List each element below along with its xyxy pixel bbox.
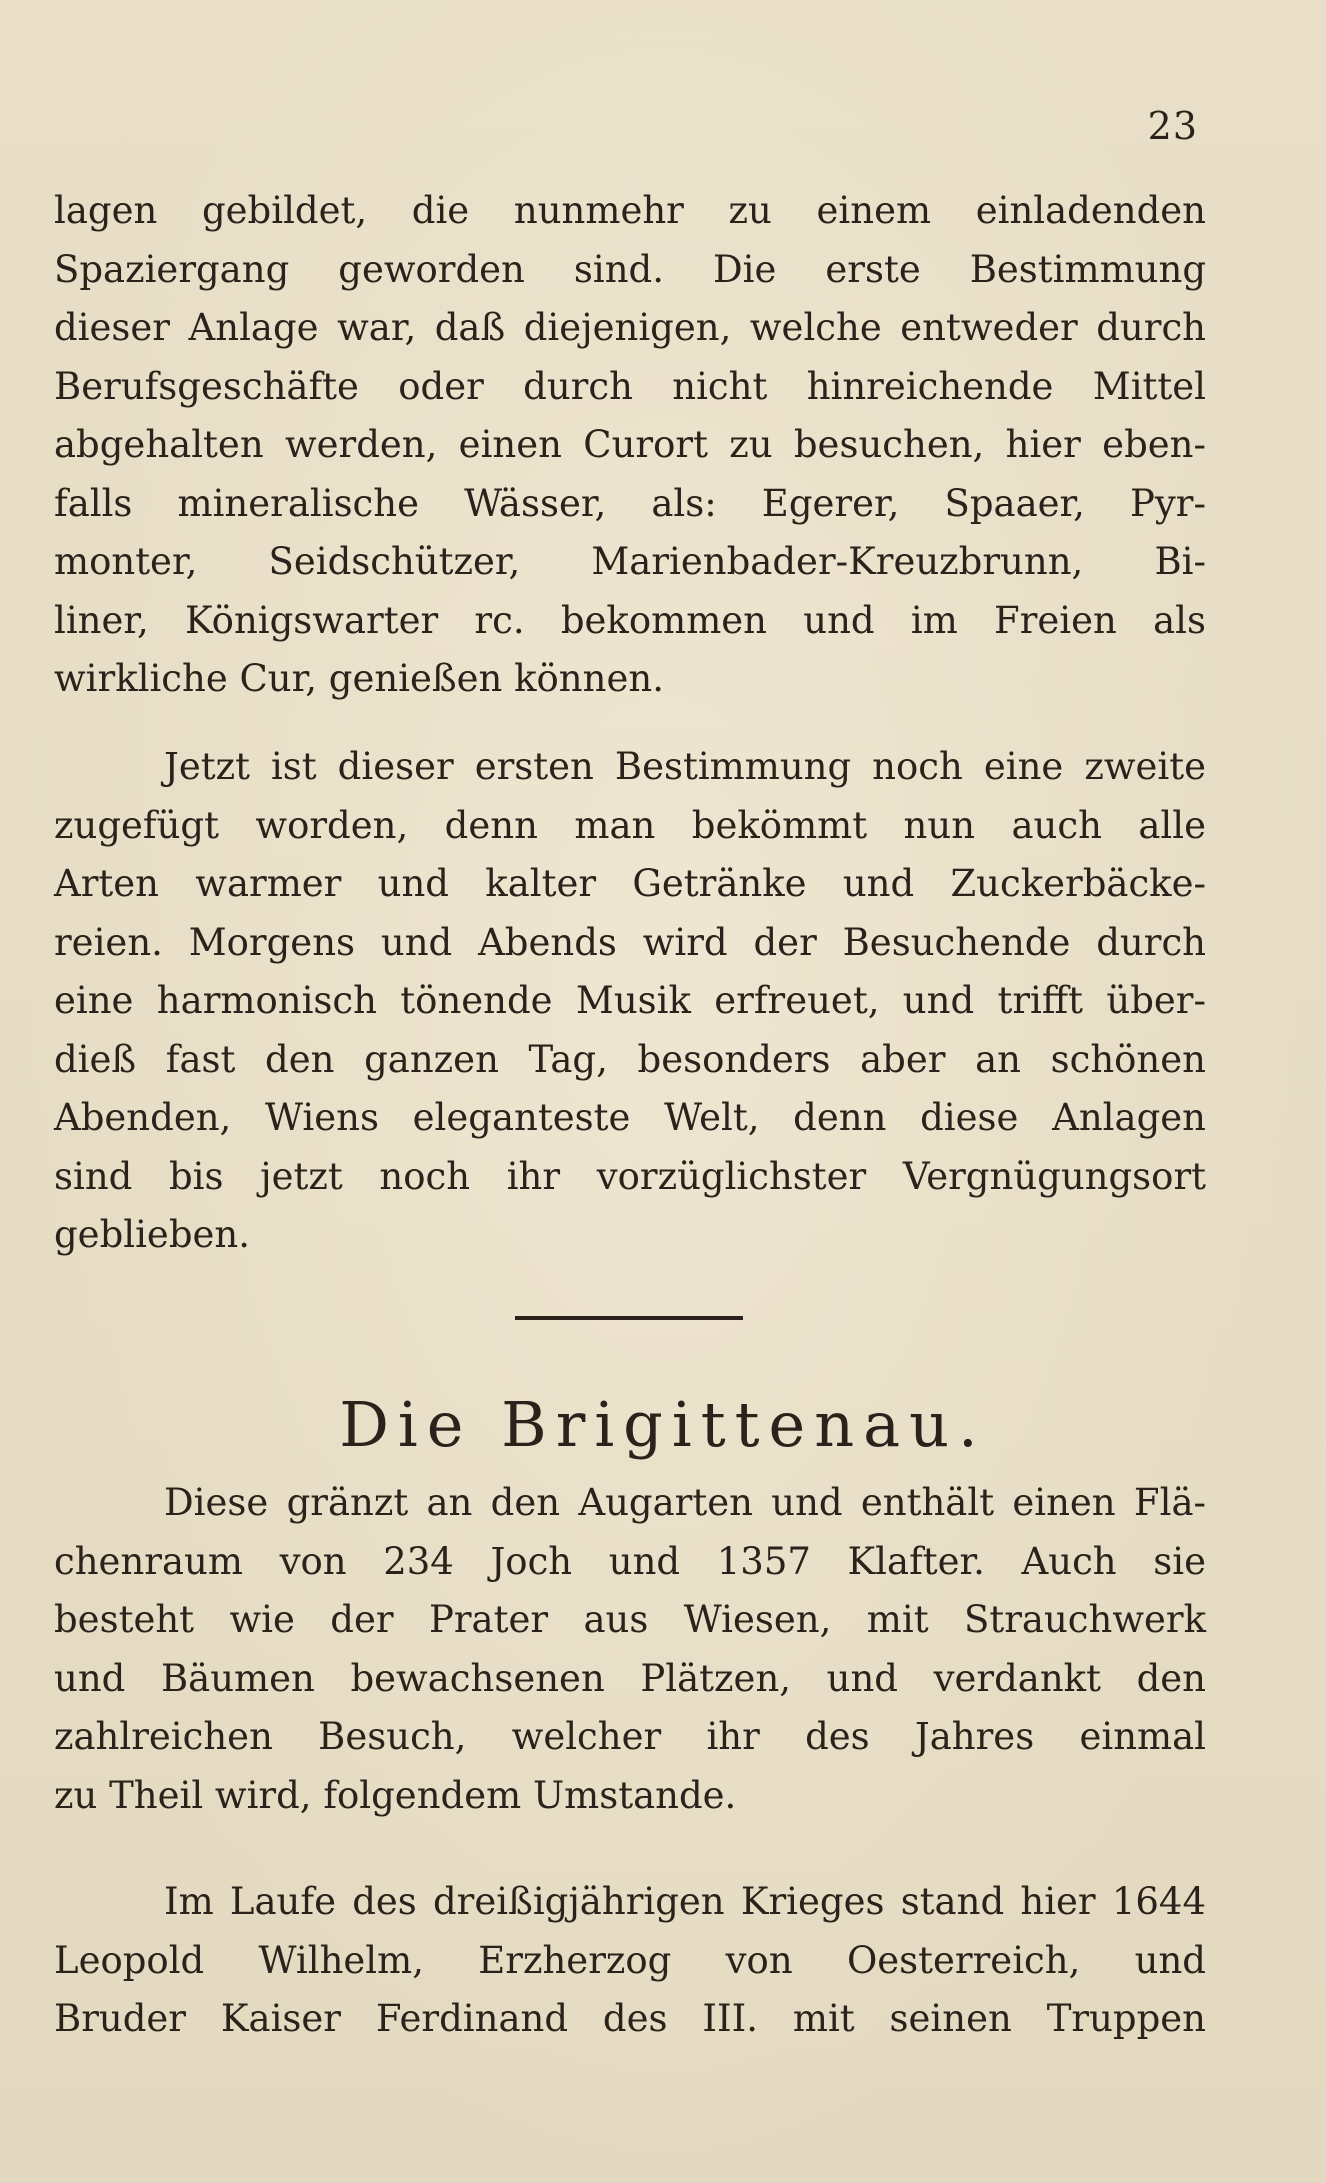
text-line: Berufsgeschäfte oder durch nicht hinreichende Mittel: [54, 364, 1206, 408]
text-line: falls mineralische Wässer, als: Egerer, Spaaer, Pyr-: [54, 481, 1206, 525]
text-line: Leopold Wilhelm, Erzherzog von Oesterreich, und: [54, 1938, 1206, 1982]
text-line: Bruder Kaiser Ferdinand des III. mit seinen Truppen: [54, 1997, 1206, 2040]
paragraph-jetzt: [54, 738, 1206, 1265]
paragraph-brigittenau-2: [54, 1873, 1206, 2049]
text-line: Im Laufe des dreißigjährigen Krieges stand hier 1644: [164, 1880, 1206, 1923]
text-line: reien. Morgens und Abends wird der Besuchende durch: [54, 920, 1206, 964]
text-line: und Bäumen bewachsenen Plätzen, und verdankt den: [54, 1656, 1206, 1700]
section-heading: Die Brigittenau.: [339, 1388, 987, 1461]
text-line: chenraum von 234 Joch und 1357 Klafter. Auch sie: [54, 1539, 1206, 1583]
text-line: dieß fast den ganzen Tag, besonders aber an schönen: [54, 1037, 1206, 1081]
text-line: Abenden, Wiens eleganteste Welt, denn diese Anlagen: [54, 1096, 1206, 1139]
text-line: zugefügt worden, denn man bekömmt nun auch alle: [54, 803, 1206, 847]
text-line: eine harmonisch tönende Musik erfreuet, und trifft über-: [54, 979, 1206, 1022]
text-line: abgehalten werden, einen Curort zu besuchen, hier eben-: [54, 423, 1206, 466]
text-line: liner, Königswarter rc. bekommen und im Freien als: [54, 598, 1206, 642]
text-line: zahlreichen Besuch, welcher ihr des Jahres einmal: [54, 1715, 1206, 1758]
text-line: dieser Anlage war, daß diejenigen, welche entweder durch: [54, 306, 1206, 349]
text-line: zu Theil wird, folgendem Umstande.: [54, 1773, 737, 1817]
text-line: Arten warmer und kalter Getränke und Zuckerbäcke-: [54, 862, 1206, 905]
paragraph-brigittenau-1: [54, 1474, 1206, 1825]
paragraph-intro: [54, 182, 1206, 709]
text-line: wirkliche Cur, genießen können.: [54, 657, 664, 700]
text-line: monter, Seidschützer, Marienbader-Kreuzbrunn, Bi-: [54, 540, 1206, 583]
page-number: 23: [1147, 104, 1198, 148]
section-divider: [515, 1316, 743, 1320]
text-line: geblieben.: [54, 1213, 251, 1256]
text-line: Spaziergang geworden sind. Die erste Bestimmung: [54, 247, 1206, 291]
text-line: Diese gränzt an den Augarten und enthält einen Flä-: [164, 1481, 1206, 1524]
text-line: lagen gebildet, die nunmehr zu einem einladenden: [54, 189, 1206, 232]
text-line: besteht wie der Prater aus Wiesen, mit Strauchwerk: [54, 1598, 1206, 1641]
text-line: Jetzt ist dieser ersten Bestimmung noch eine zweite: [164, 745, 1206, 788]
text-line: sind bis jetzt noch ihr vorzüglichster Vergnügungsort: [54, 1154, 1206, 1198]
